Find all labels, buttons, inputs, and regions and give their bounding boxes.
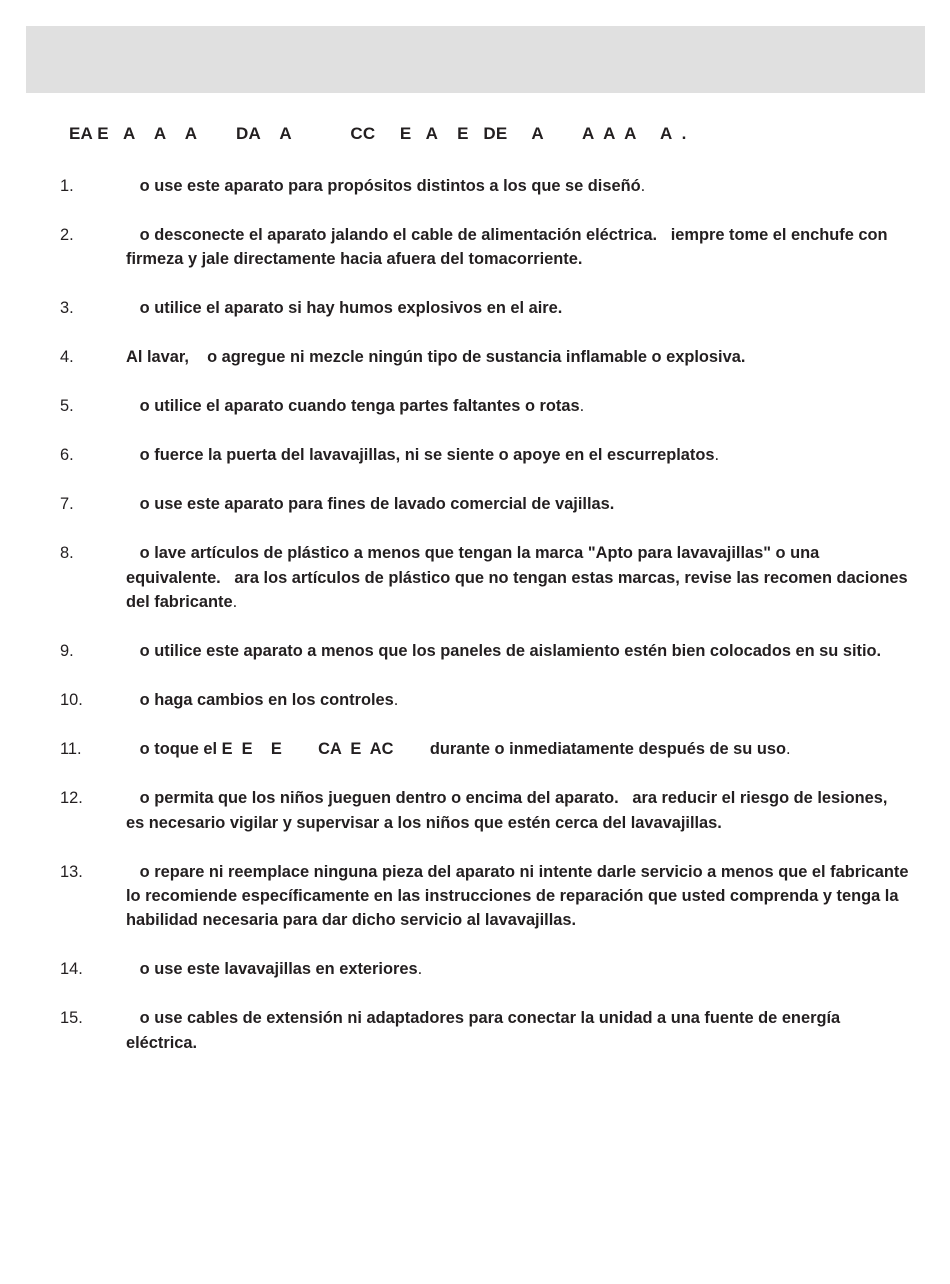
item-number: 14. — [60, 960, 83, 979]
list-item — [0, 443, 950, 467]
item-text: o utilice el aparato si hay humos explosivos en el aire. — [126, 299, 563, 318]
item-number: 11. — [60, 740, 82, 759]
list-item — [0, 223, 950, 272]
item-number: 12. — [60, 789, 83, 808]
list-item — [0, 394, 950, 418]
item-text: o lave artículos de plástico a menos que tengan la marca "Apto para lavavajillas" o una equivalente. ara los artículos de plástico que no tengan estas marcas, revise las recomen daciones del fabricante — [126, 544, 913, 612]
item-number: 5. — [60, 397, 74, 416]
list-item — [0, 492, 950, 516]
item-end: . — [714, 446, 720, 465]
item-number: 13. — [60, 862, 83, 881]
item-end: . — [417, 960, 423, 979]
list-item — [0, 541, 950, 614]
item-end: . — [393, 691, 399, 710]
list-item — [0, 688, 950, 712]
item-text: o toque el E E E CA E AC durante o inmediatamente después de su uso — [126, 740, 787, 759]
item-number: 4. — [60, 348, 74, 367]
item-text: o use este lavavajillas en exteriores — [126, 960, 418, 979]
item-text: o utilice el aparato cuando tenga partes faltantes o rotas — [126, 397, 580, 416]
item-number: 10. — [60, 691, 83, 710]
list-item — [0, 174, 950, 198]
list-item — [0, 1006, 950, 1055]
item-text: o use cables de extensión ni adaptadores para conectar la unidad a una fuente de energía eléctrica. — [126, 1009, 845, 1052]
page-title: EA E A A A DA A CC E A E DE A A A A A . — [69, 124, 687, 143]
list-item — [0, 296, 950, 320]
list-item — [0, 345, 950, 369]
item-number: 2. — [60, 226, 74, 244]
item-end: . — [640, 177, 646, 195]
item-text: o use este aparato para propósitos distintos a los que se diseñó — [126, 177, 641, 195]
item-end: . — [232, 593, 238, 612]
item-number: 1. — [60, 177, 74, 195]
item-text: o haga cambios en los controles — [126, 691, 394, 710]
item-number: 9. — [60, 642, 74, 661]
item-text: o permita que los niños jueguen dentro o encima del aparato. ara reducir el riesgo de lesiones, es necesario vigilar y supervisar a los niños que estén cerca del lavavajillas. — [126, 789, 893, 832]
item-text: o desconecte el aparato jalando el cable de alimentación eléctrica. iempre tome el enchufe con firmeza y jale directamente hacia afuera del tomacorriente. — [126, 226, 893, 269]
item-text: o repare ni reemplace ninguna pieza del aparato ni intente darle servicio a menos que el fabricante lo recomiende específicamente en las instrucciones de reparación que usted comprenda y tenga la habilidad necesaria para dar dicho servicio al lavavajillas. — [126, 862, 914, 930]
list-item — [0, 639, 950, 663]
header-bar — [26, 26, 925, 93]
item-end: . — [579, 397, 585, 416]
item-number: 6. — [60, 446, 74, 465]
list-item — [0, 860, 950, 933]
item-number: 15. — [60, 1009, 83, 1028]
item-text: o utilice este aparato a menos que los paneles de aislamiento estén bien colocados en su sitio. — [126, 642, 882, 661]
item-text: Al lavar, o agregue ni mezcle ningún tipo de sustancia inflamable o explosiva. — [126, 348, 746, 367]
item-number: 3. — [60, 299, 74, 318]
item-text: o use este aparato para fines de lavado comercial de vajillas. — [126, 495, 615, 514]
safety-instructions-list — [0, 174, 950, 1080]
item-end: . — [786, 740, 791, 759]
list-item — [0, 786, 950, 835]
item-text: o fuerce la puerta del lavavajillas, ni se siente o apoye en el escurreplatos — [126, 446, 715, 465]
item-number: 8. — [60, 544, 74, 563]
list-item — [0, 957, 950, 981]
list-item — [0, 737, 950, 761]
item-number: 7. — [60, 495, 74, 514]
